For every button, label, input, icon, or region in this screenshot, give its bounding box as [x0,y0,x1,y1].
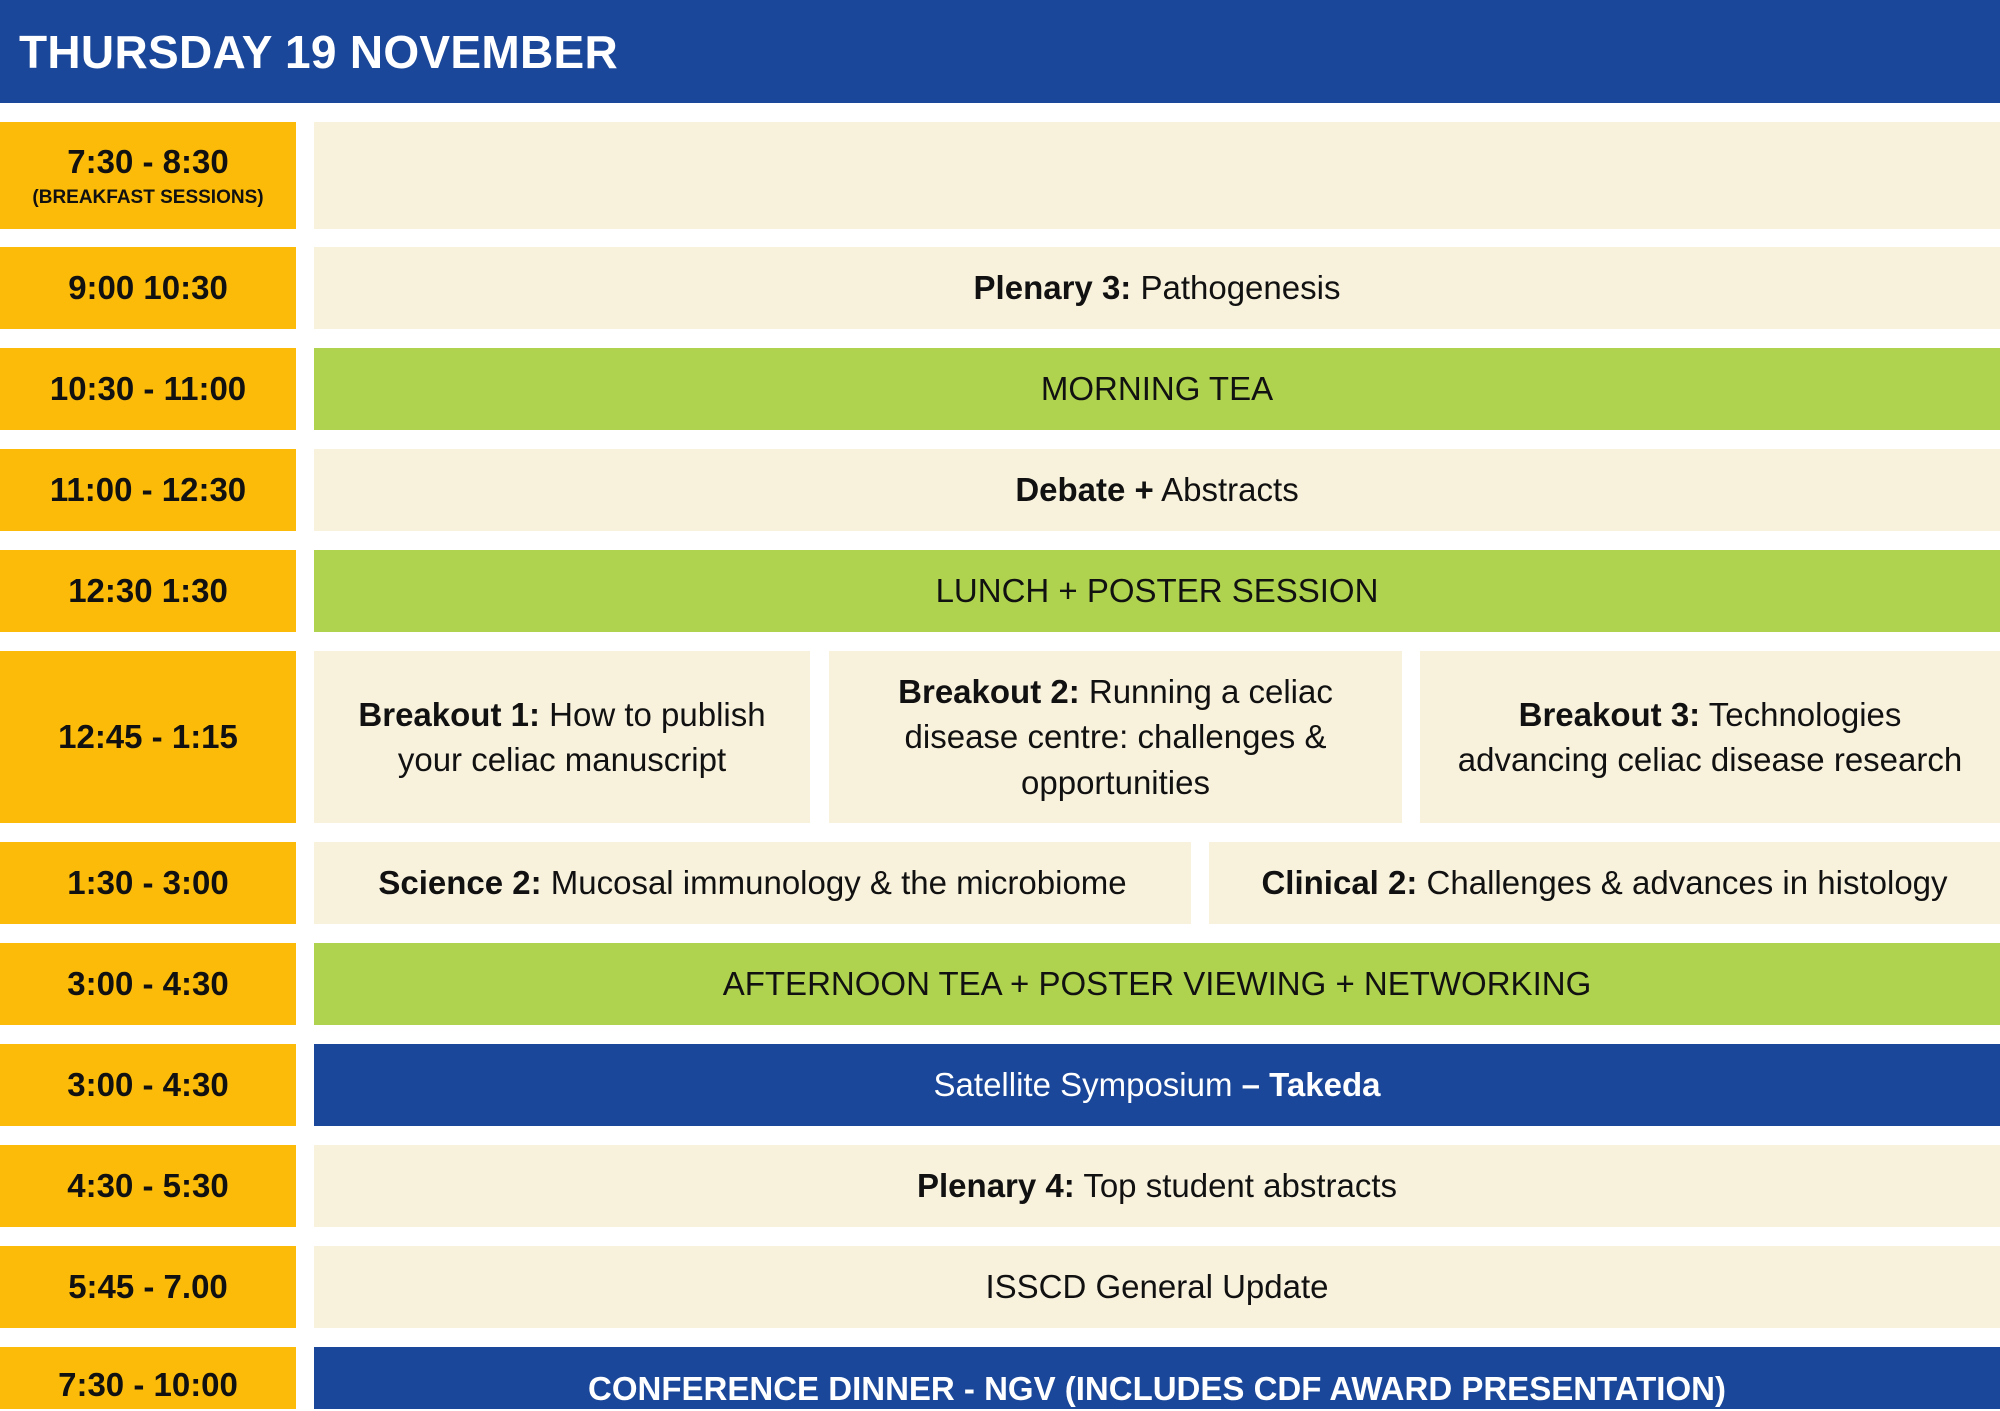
session-plenary-3 [314,247,2000,329]
session-label: Breakout 2: [898,673,1080,711]
break-text: MORNING TEA [1040,370,1274,408]
time-slot [0,1145,296,1227]
session-sponsor: – Takeda [1241,1066,1381,1104]
time-slot [0,247,296,329]
time-label: 12:45 - 1:15 [58,718,238,755]
session-text: ISSCD General Update [985,1268,1329,1306]
session-label: Breakout 1: [358,695,540,733]
session-line [1442,692,1978,782]
time-label: 3:00 - 4:30 [67,1066,229,1103]
day-header [0,0,2000,103]
session-clinical-2 [1209,842,2000,924]
session-breakout-3 [1420,651,2000,823]
session-breakout-1 [314,651,810,823]
time-label: 1:30 - 3:00 [67,864,229,901]
session-line [974,265,1341,310]
break-text: LUNCH + POSTER SESSION [935,572,1379,610]
session-label: Science 2: [378,864,542,902]
session-breakout-2 [829,651,1402,823]
session-line [1261,860,1947,905]
time-label: 7:30 - 8:30 [67,142,229,180]
session-text: Abstracts [1153,471,1299,509]
session-label: Plenary 4: [917,1167,1075,1205]
session-science-2 [314,842,1191,924]
session-label: Debate + [1015,471,1154,509]
session-cell-empty [314,122,2000,229]
time-slot [0,1246,296,1328]
time-slot [0,842,296,924]
time-slot [0,550,296,632]
time-slot [0,943,296,1025]
time-label: 10:30 - 11:00 [49,370,247,407]
time-slot [0,449,296,531]
session-text: Running a celiac disease centre: challenges & opportunities [904,673,1333,801]
session-line [917,1163,1397,1208]
time-slot [0,1347,296,1409]
time-label: 12:30 1:30 [68,572,228,609]
session-text: CONFERENCE DINNER - NGV (INCLUDES CDF AWARD PRESENTATION) [588,1370,1726,1407]
session-text: Challenges & advances in histology [1417,864,1948,902]
session-debate [314,449,2000,531]
time-slot [0,122,296,229]
time-label: 11:00 - 12:30 [49,471,247,508]
session-label: Breakout 3: [1518,695,1701,733]
session-plenary-4 [314,1145,2000,1227]
session-text: Mucosal immunology & the microbiome [541,864,1127,902]
session-text: Pathogenesis [1131,269,1341,307]
time-slot [0,651,296,823]
session-conference-dinner [314,1347,2000,1409]
session-label: Plenary 3: [973,269,1132,307]
session-text: Technologies advancing celiac disease research [1457,695,1963,778]
session-isscd-update [314,1246,2000,1328]
time-label: 9:00 10:30 [68,269,228,306]
session-text: Top student abstracts [1074,1167,1397,1205]
session-label: Clinical 2: [1261,864,1418,902]
session-line [1015,467,1298,512]
session-line [378,860,1126,905]
break-lunch [314,550,2000,632]
session-satellite-symposium [314,1044,2000,1126]
session-line [934,1062,1381,1107]
time-label: 7:30 - 10:00 [58,1366,238,1403]
time-label: 3:00 - 4:30 [67,965,229,1002]
day-title: THURSDAY 19 NOVEMBER [19,25,619,78]
break-morning-tea [314,348,2000,430]
time-label: 5:45 - 7.00 [68,1268,228,1305]
time-note: (BREAKFAST SESSIONS) [32,186,264,208]
time-slot [0,348,296,430]
time-slot [0,1044,296,1126]
break-text: AFTERNOON TEA + POSTER VIEWING + NETWORKING [722,965,1592,1003]
break-afternoon-tea [314,943,2000,1025]
session-line [859,669,1372,805]
session-text: How to publish your celiac manuscript [397,695,766,778]
session-text: Satellite Symposium [933,1066,1242,1104]
time-label: 4:30 - 5:30 [67,1167,229,1204]
session-line [338,692,786,782]
